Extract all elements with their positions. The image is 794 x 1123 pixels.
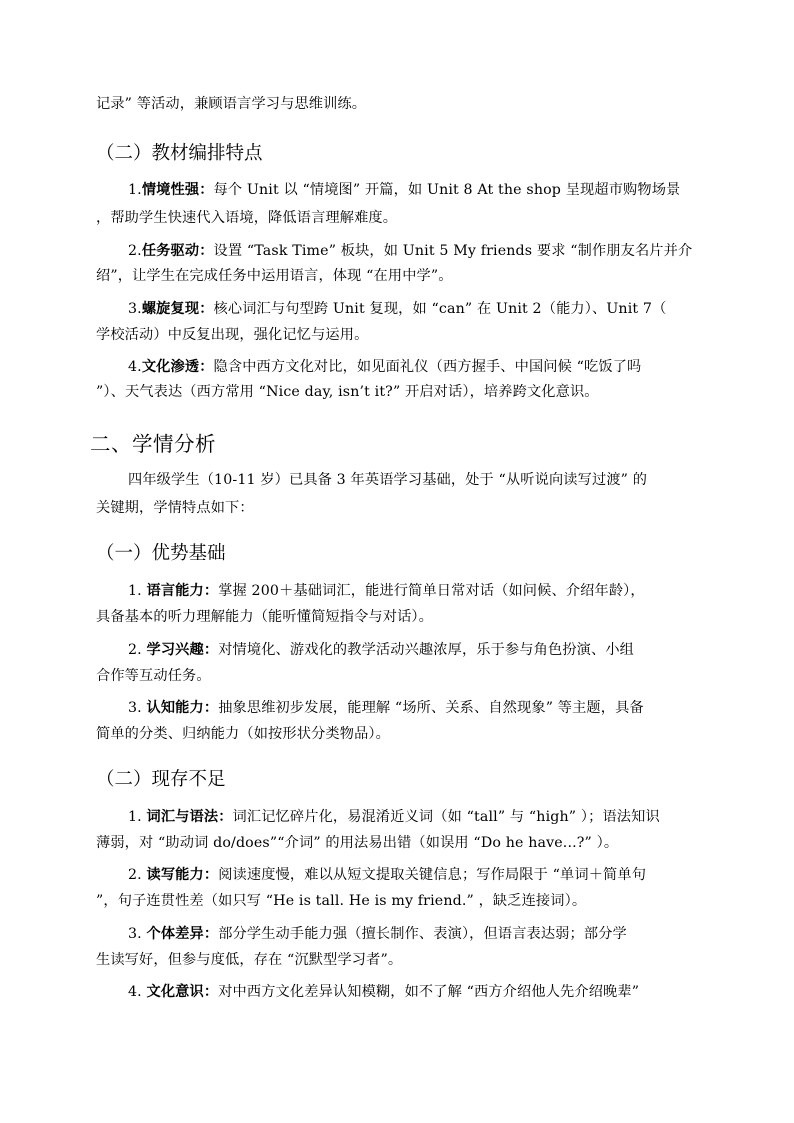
item-number: 1.: [128, 182, 142, 198]
item-sep: ：: [203, 926, 219, 942]
item-label: 文化意识: [146, 984, 204, 1000]
weakness-item-1-line-1: [128, 807, 660, 827]
textbook-item-1-line-2: ，帮助学生快速代入语境，降低语言理解难度。: [96, 210, 398, 226]
item-text: 对中西方文化差异认知模糊，如不了解 “西方介绍他人先介绍晚辈”: [218, 984, 640, 1000]
item-label: 语言能力: [146, 583, 204, 599]
item-number: 2.: [128, 642, 147, 658]
item-label: 读写能力: [146, 867, 204, 883]
item-text: 部分学生动手能力强（擅长制作、表演），但语言表达弱；部分学: [218, 926, 627, 942]
textbook-item-3-line-2: 学校活动）中反复出现，强化记忆与运用。: [96, 327, 369, 343]
item-sep: ：: [199, 359, 214, 375]
heading-strengths: （一）优势基础: [96, 543, 226, 564]
item-sep: ：: [199, 243, 214, 259]
item-number: 1.: [128, 583, 147, 599]
textbook-item-2-line-1: [128, 241, 692, 261]
textbook-item-3-line-1: [128, 299, 666, 319]
item-label: 认知能力: [146, 700, 204, 716]
item-number: 4.: [128, 984, 147, 1000]
item-text: 抽象思维初步发展，能理解 “场所、关系、自然现象” 等主题，具备: [218, 700, 644, 716]
item-text: 核心词汇与句型跨 Unit 复现，如 “can” 在 Unit 2（能力）、Unit 7（: [213, 301, 667, 317]
item-number: 2.: [128, 867, 147, 883]
item-label: 情境性强: [141, 182, 200, 198]
item-number: 1.: [128, 809, 147, 825]
strength-item-2-line-2: 合作等互动任务。: [96, 668, 211, 684]
item-text: 对情境化、游戏化的教学活动兴趣浓厚，乐于参与角色扮演、小组: [218, 642, 634, 658]
strength-item-3-line-2: 简单的分类、归纳能力（如按形状分类物品）。: [96, 726, 390, 742]
item-number: 3.: [128, 700, 147, 716]
item-sep: ：: [203, 642, 219, 658]
textbook-item-2-line-2: 绍”，让学生在完成任务中运用语言，体现 “在用中学”。: [96, 268, 453, 284]
textbook-item-1-line-1: [128, 180, 680, 200]
strength-item-1-line-2: 具备基本的听力理解能力（能听懂简短指令与对话）。: [96, 609, 434, 625]
weakness-item-2-line-1: [128, 865, 646, 885]
heading-textbook-features: （二）教材编排特点: [96, 143, 263, 164]
item-number: 3.: [128, 301, 142, 317]
item-number: 4.: [128, 359, 142, 375]
item-number: 3.: [128, 926, 147, 942]
item-text: 掌握 200＋基础词汇，能进行简单日常对话（如问候、介绍年龄），: [218, 583, 645, 599]
item-number: 2.: [128, 243, 142, 259]
weakness-item-3-line-2: 生读写好，但参与度低，存在 “沉默型学习者”。: [96, 952, 403, 968]
textbook-item-4-line-2: ”）、天气表达（西方常用 “Nice day, isn’t it?” 开启对话），培养跨文化意识。: [96, 384, 599, 400]
intro-tail-line: 记录” 等活动，兼顾语言学习与思维训练。: [96, 96, 367, 112]
heading-learner-analysis: 二、学情分析: [90, 432, 216, 456]
item-sep: ：: [203, 700, 219, 716]
weakness-item-3-line-1: [128, 924, 627, 944]
weakness-item-2-line-2: ”，句子连贯性差（如只写 “He is tall. He is my friend.” ，缺乏连接词）。: [96, 893, 587, 909]
strength-item-3-line-1: [128, 698, 644, 718]
item-sep: ：: [199, 301, 214, 317]
item-text: 每个 Unit 以 “情境图” 开篇，如 Unit 8 At the shop 呈现超市购物场景: [213, 182, 681, 198]
heading-weaknesses: （二）现存不足: [96, 769, 226, 790]
item-label: 任务驱动: [141, 243, 200, 259]
learner-para-line-2: 关键期，学情特点如下：: [96, 500, 254, 516]
item-label: 螺旋复现: [141, 301, 200, 317]
textbook-item-4-line-1: [128, 357, 641, 377]
strength-item-1-line-1: [128, 581, 645, 601]
item-sep: ：: [199, 182, 214, 198]
item-label: 学习兴趣: [146, 642, 204, 658]
item-label: 词汇与语法: [146, 809, 219, 825]
item-text: 阅读速度慢，难以从短文提取关键信息；写作局限于 “单词＋简单句: [218, 867, 647, 883]
weakness-item-4-line-1: [128, 982, 639, 1002]
item-text: 词汇记忆碎片化，易混淆近义词（如 “tall” 与 “high” ）；语法知识: [232, 809, 660, 825]
item-sep: ：: [203, 984, 219, 1000]
item-sep: ：: [203, 867, 219, 883]
learner-para-line-1: 四年级学生（10-11 岁）已具备 3 年英语学习基础，处于 “从听说向读写过渡” 的: [128, 472, 648, 488]
item-label: 文化渗透: [141, 359, 200, 375]
weakness-item-1-line-2: 薄弱，对 “助动词 do/does”“介词” 的用法易出错（如误用 “Do he have...?” ）。: [96, 835, 619, 851]
item-sep: ：: [203, 583, 219, 599]
item-text: 隐含中西方文化对比，如见面礼仪（西方握手、中国问候 “吃饭了吗: [213, 359, 642, 375]
item-label: 个体差异: [146, 926, 204, 942]
item-sep: ：: [218, 809, 233, 825]
item-text: 设置 “Task Time” 板块，如 Unit 5 My friends 要求 “制作朋友名片并介: [213, 243, 693, 259]
strength-item-2-line-1: [128, 640, 634, 660]
